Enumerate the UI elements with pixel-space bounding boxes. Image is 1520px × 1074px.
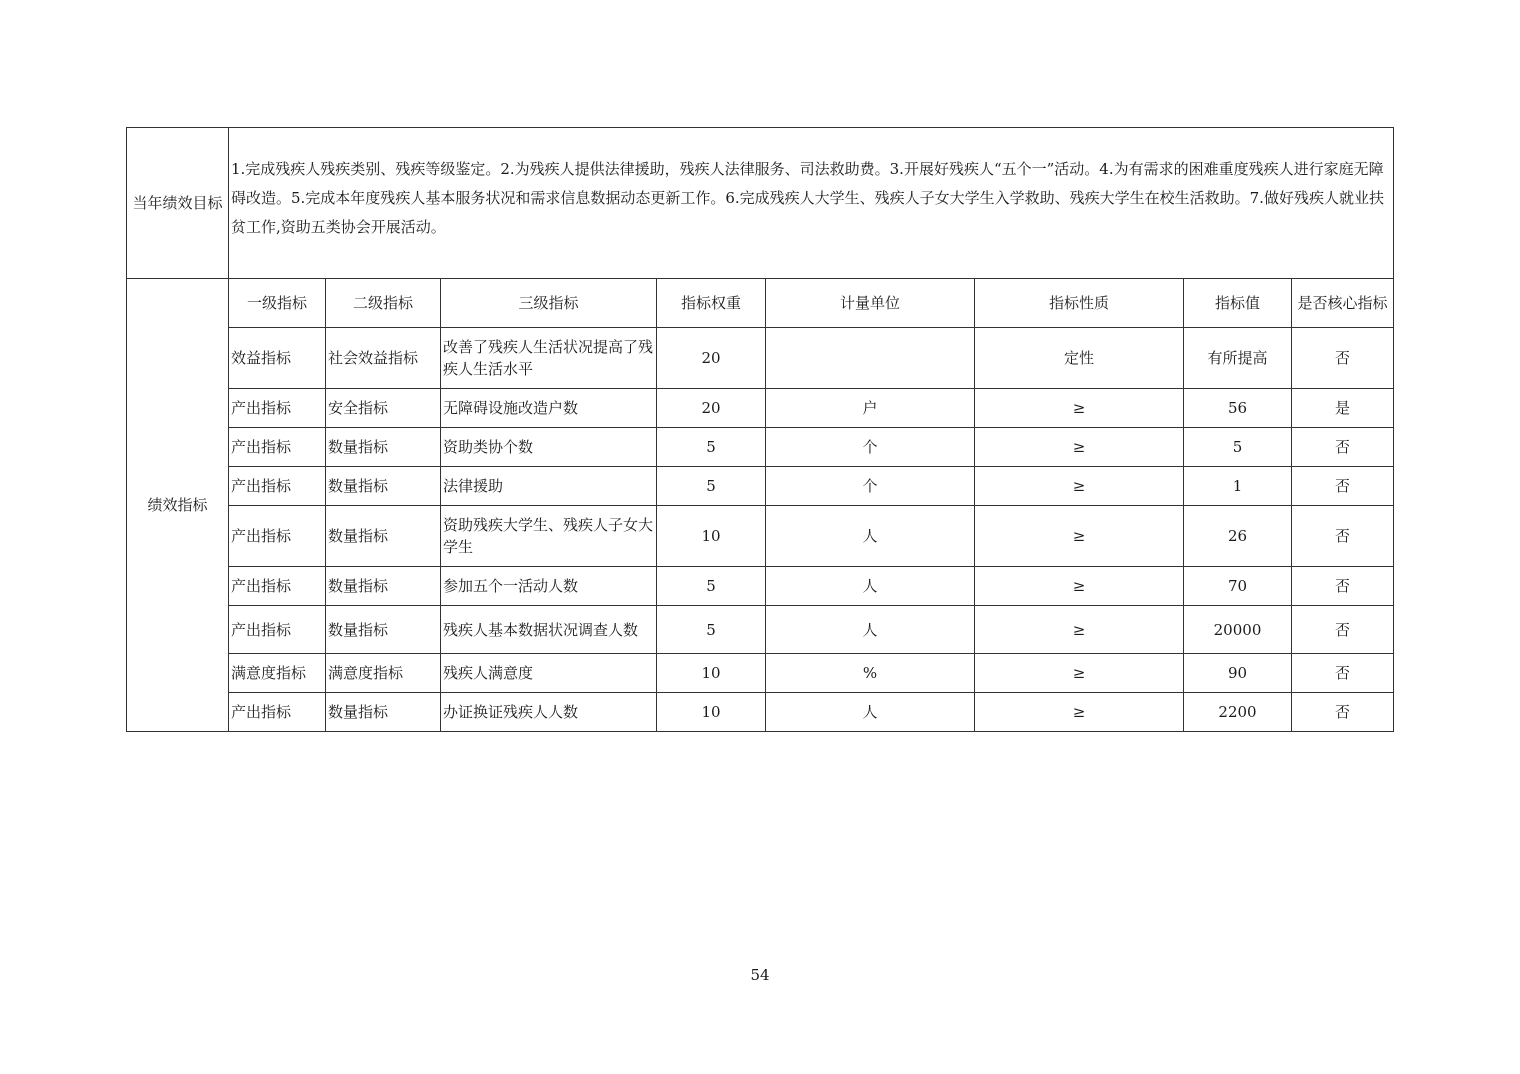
cell-nature: 定性 [975, 328, 1184, 389]
cell-level1: 产出指标 [229, 467, 326, 506]
page-number: 54 [750, 966, 770, 984]
cell-value: 56 [1184, 389, 1292, 428]
cell-value: 2200 [1184, 693, 1292, 732]
table-row [127, 567, 1394, 606]
cell-core: 否 [1292, 693, 1394, 732]
cell-weight: 5 [657, 567, 766, 606]
cell-core: 是 [1292, 389, 1394, 428]
cell-level2: 满意度指标 [326, 654, 441, 693]
header-level3: 三级指标 [441, 279, 657, 328]
cell-core: 否 [1292, 654, 1394, 693]
cell-weight: 5 [657, 467, 766, 506]
cell-level2: 数量指标 [326, 467, 441, 506]
indicator-header-row [127, 279, 1394, 328]
cell-value: 20000 [1184, 606, 1292, 654]
cell-unit: 个 [766, 428, 975, 467]
header-nature: 指标性质 [975, 279, 1184, 328]
cell-unit: 个 [766, 467, 975, 506]
cell-unit: 人 [766, 506, 975, 567]
header-level2: 二级指标 [326, 279, 441, 328]
cell-level3: 资助类协个数 [441, 428, 657, 467]
cell-nature: ≥ [975, 389, 1184, 428]
header-level1: 一级指标 [229, 279, 326, 328]
cell-value: 90 [1184, 654, 1292, 693]
cell-level2: 安全指标 [326, 389, 441, 428]
cell-level2: 数量指标 [326, 567, 441, 606]
cell-level1: 产出指标 [229, 506, 326, 567]
header-core: 是否核心指标 [1292, 279, 1394, 328]
cell-weight: 10 [657, 506, 766, 567]
cell-level3: 无障碍设施改造户数 [441, 389, 657, 428]
header-weight: 指标权重 [657, 279, 766, 328]
cell-unit: 人 [766, 567, 975, 606]
indicators-section-label: 绩效指标 [127, 279, 229, 732]
cell-level1: 满意度指标 [229, 654, 326, 693]
cell-value: 5 [1184, 428, 1292, 467]
cell-level3: 参加五个一活动人数 [441, 567, 657, 606]
cell-value: 有所提高 [1184, 328, 1292, 389]
cell-unit: 户 [766, 389, 975, 428]
table-row [127, 389, 1394, 428]
table-row [127, 506, 1394, 567]
cell-level3: 资助残疾大学生、残疾人子女大学生 [441, 506, 657, 567]
table-row [127, 428, 1394, 467]
cell-weight: 5 [657, 428, 766, 467]
cell-level3: 法律援助 [441, 467, 657, 506]
performance-table [126, 127, 1394, 732]
header-value: 指标值 [1184, 279, 1292, 328]
goal-row [127, 128, 1394, 279]
header-unit: 计量单位 [766, 279, 975, 328]
cell-unit [766, 328, 975, 389]
cell-weight: 10 [657, 693, 766, 732]
table-row [127, 328, 1394, 389]
cell-core: 否 [1292, 467, 1394, 506]
cell-nature: ≥ [975, 467, 1184, 506]
cell-level3: 残疾人基本数据状况调查人数 [441, 606, 657, 654]
cell-level3: 改善了残疾人生活状况提高了残疾人生活水平 [441, 328, 657, 389]
cell-weight: 20 [657, 389, 766, 428]
cell-value: 26 [1184, 506, 1292, 567]
cell-unit: % [766, 654, 975, 693]
cell-level1: 效益指标 [229, 328, 326, 389]
cell-nature: ≥ [975, 506, 1184, 567]
cell-level2: 数量指标 [326, 506, 441, 567]
cell-core: 否 [1292, 428, 1394, 467]
cell-level1: 产出指标 [229, 389, 326, 428]
cell-nature: ≥ [975, 693, 1184, 732]
cell-nature: ≥ [975, 428, 1184, 467]
cell-level2: 数量指标 [326, 606, 441, 654]
cell-core: 否 [1292, 328, 1394, 389]
cell-nature: ≥ [975, 606, 1184, 654]
cell-nature: ≥ [975, 567, 1184, 606]
cell-value: 1 [1184, 467, 1292, 506]
cell-level2: 数量指标 [326, 693, 441, 732]
table-row [127, 654, 1394, 693]
cell-level3: 办证换证残疾人人数 [441, 693, 657, 732]
cell-weight: 10 [657, 654, 766, 693]
cell-nature: ≥ [975, 654, 1184, 693]
cell-weight: 5 [657, 606, 766, 654]
cell-level2: 数量指标 [326, 428, 441, 467]
cell-core: 否 [1292, 606, 1394, 654]
cell-core: 否 [1292, 567, 1394, 606]
table-row [127, 467, 1394, 506]
cell-level1: 产出指标 [229, 428, 326, 467]
goal-label: 当年绩效目标 [127, 128, 229, 279]
cell-value: 70 [1184, 567, 1292, 606]
cell-level1: 产出指标 [229, 567, 326, 606]
cell-unit: 人 [766, 693, 975, 732]
cell-unit: 人 [766, 606, 975, 654]
cell-level2: 社会效益指标 [326, 328, 441, 389]
cell-level3: 残疾人满意度 [441, 654, 657, 693]
cell-weight: 20 [657, 328, 766, 389]
cell-core: 否 [1292, 506, 1394, 567]
goal-text: 1.完成残疾人残疾类别、残疾等级鉴定。2.为残疾人提供法律援助，残疾人法律服务、司法救助费。3.开展好残疾人“五个一”活动。4.为有需求的困难重度残疾人进行家庭无障碍改造。5.完成本年度残疾人基本服务状况和需求信息数据动态更新工作。6.完成残疾人大学生、残疾人子女大学生入学救助、残疾大学生在校生活救助。7.做好残疾人就业扶贫工作,资助五类协会开展活动。 [229, 128, 1394, 279]
cell-level1: 产出指标 [229, 606, 326, 654]
table-row [127, 606, 1394, 654]
table-row [127, 693, 1394, 732]
cell-level1: 产出指标 [229, 693, 326, 732]
